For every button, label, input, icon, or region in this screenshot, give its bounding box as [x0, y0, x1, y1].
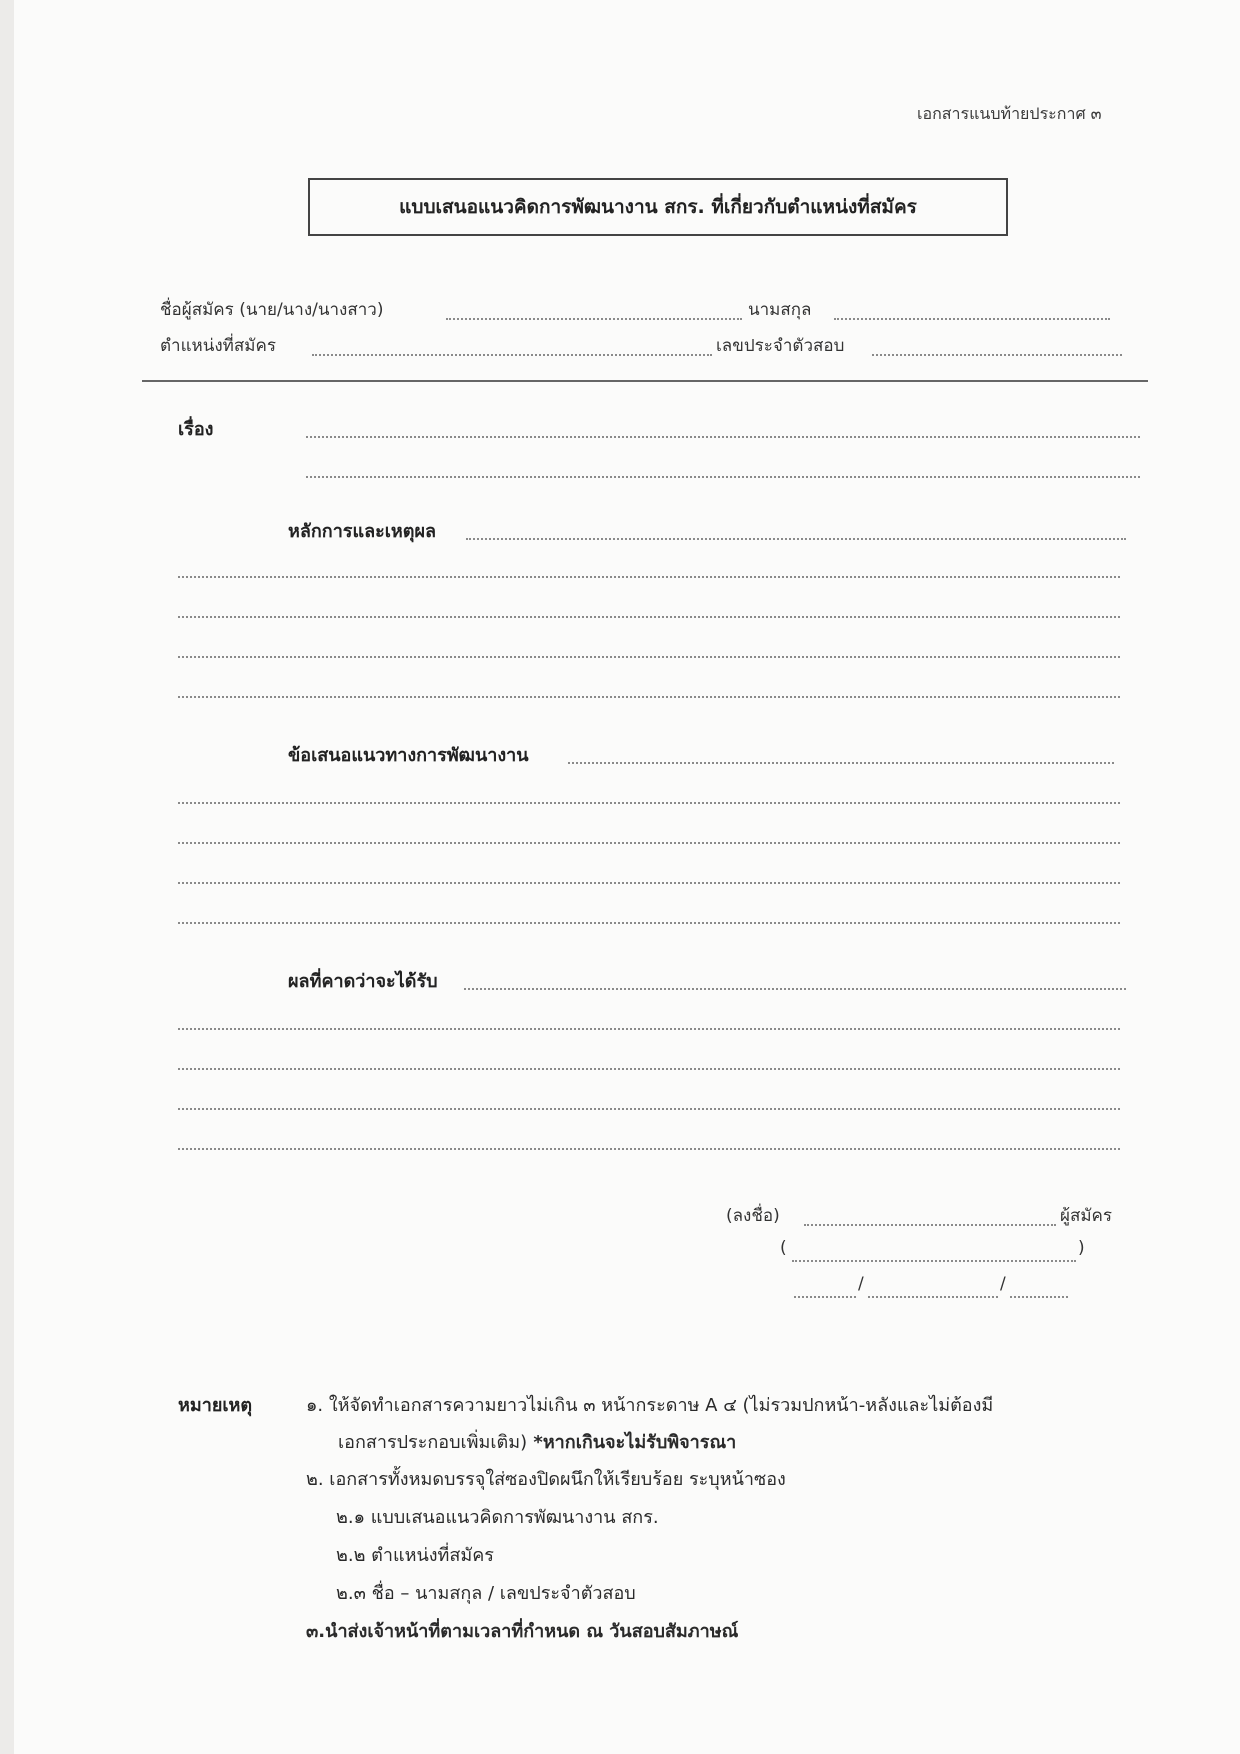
expected-line-2[interactable]	[178, 1068, 1120, 1070]
date-month-field[interactable]	[868, 1296, 998, 1298]
note-item-2-1: ๒.๑ แบบเสนอแนวคิดการพัฒนางาน สกร.	[336, 1507, 659, 1528]
proposal-line-1[interactable]	[178, 802, 1120, 804]
notes-label: หมายเหตุ	[178, 1395, 253, 1416]
applicant-surname-field[interactable]	[834, 318, 1110, 320]
note-item-2-3: ๒.๓ ชื่อ – นามสกุล / เลขประจำตัวสอบ	[336, 1583, 636, 1604]
date-slash-1: /	[858, 1274, 864, 1294]
note-item-1-warning: *หากเกินจะไม่รับพิจารณา	[527, 1432, 737, 1453]
principle-label: หลักการและเหตุผล	[288, 521, 437, 542]
printed-name-field[interactable]	[792, 1260, 1076, 1262]
note-item-3: ๓.นำส่งเจ้าหน้าที่ตามเวลาที่กำหนด ณ วันสอบสัมภาษณ์	[306, 1621, 739, 1642]
applicant-surname-label: นามสกุล	[748, 300, 812, 320]
note-item-1-line-2	[338, 1427, 736, 1456]
subject-line-1[interactable]	[306, 436, 1140, 438]
document-page	[14, 0, 1240, 1754]
note-item-2-2: ๒.๒ ตำแหน่งที่สมัคร	[336, 1545, 494, 1566]
annex-label: เอกสารแนบท้ายประกาศ ๓	[917, 104, 1102, 123]
date-day-field[interactable]	[794, 1296, 856, 1298]
form-title: แบบเสนอแนวคิดการพัฒนางาน สกร. ที่เกี่ยวกับตำแหน่งที่สมัคร	[399, 196, 917, 218]
expected-line-1[interactable]	[178, 1028, 1120, 1030]
note-item-1-line-1: ๑. ให้จัดทำเอกสารความยาวไม่เกิน ๓ หน้ากระดาษ A ๔ (ไม่รวมปกหน้า-หลังและไม่ต้องมี	[306, 1395, 994, 1416]
date-year-field[interactable]	[1010, 1296, 1068, 1298]
subject-line-2[interactable]	[306, 476, 1140, 478]
date-slash-2: /	[1000, 1274, 1006, 1294]
note-item-2: ๒. เอกสารทั้งหมดบรรจุใส่ซองปิดผนึกให้เรียบร้อย ระบุหน้าซอง	[306, 1469, 786, 1490]
exam-id-label: เลขประจำตัวสอบ	[716, 336, 845, 356]
signature-field[interactable]	[804, 1224, 1056, 1226]
form-title-box	[308, 178, 1008, 236]
principle-line-4[interactable]	[178, 696, 1120, 698]
expected-line-3[interactable]	[178, 1108, 1120, 1110]
exam-id-field[interactable]	[872, 354, 1122, 356]
sign-label: (ลงชื่อ)	[726, 1206, 780, 1226]
close-paren: )	[1078, 1238, 1085, 1258]
position-field[interactable]	[312, 354, 712, 356]
open-paren: (	[780, 1238, 787, 1258]
proposal-line-3[interactable]	[178, 882, 1120, 884]
applicant-name-label: ชื่อผู้สมัคร (นาย/นาง/นางสาว)	[160, 300, 384, 320]
principle-line-0[interactable]	[466, 538, 1126, 540]
principle-line-2[interactable]	[178, 616, 1120, 618]
principle-line-3[interactable]	[178, 656, 1120, 658]
divider-line	[142, 380, 1148, 382]
subject-label: เรื่อง	[178, 419, 214, 440]
applicant-role-label: ผู้สมัคร	[1060, 1206, 1113, 1226]
expected-line-4[interactable]	[178, 1148, 1120, 1150]
proposal-label: ข้อเสนอแนวทางการพัฒนางาน	[288, 745, 529, 766]
applicant-name-field[interactable]	[446, 318, 742, 320]
note-item-1-line-2a: เอกสารประกอบเพิ่มเติม)	[338, 1432, 528, 1453]
principle-line-1[interactable]	[178, 576, 1120, 578]
proposal-line-2[interactable]	[178, 842, 1120, 844]
expected-label: ผลที่คาดว่าจะได้รับ	[288, 971, 438, 992]
expected-line-0[interactable]	[464, 988, 1126, 990]
proposal-line-4[interactable]	[178, 922, 1120, 924]
proposal-line-0[interactable]	[568, 762, 1114, 764]
position-label: ตำแหน่งที่สมัคร	[160, 336, 276, 356]
